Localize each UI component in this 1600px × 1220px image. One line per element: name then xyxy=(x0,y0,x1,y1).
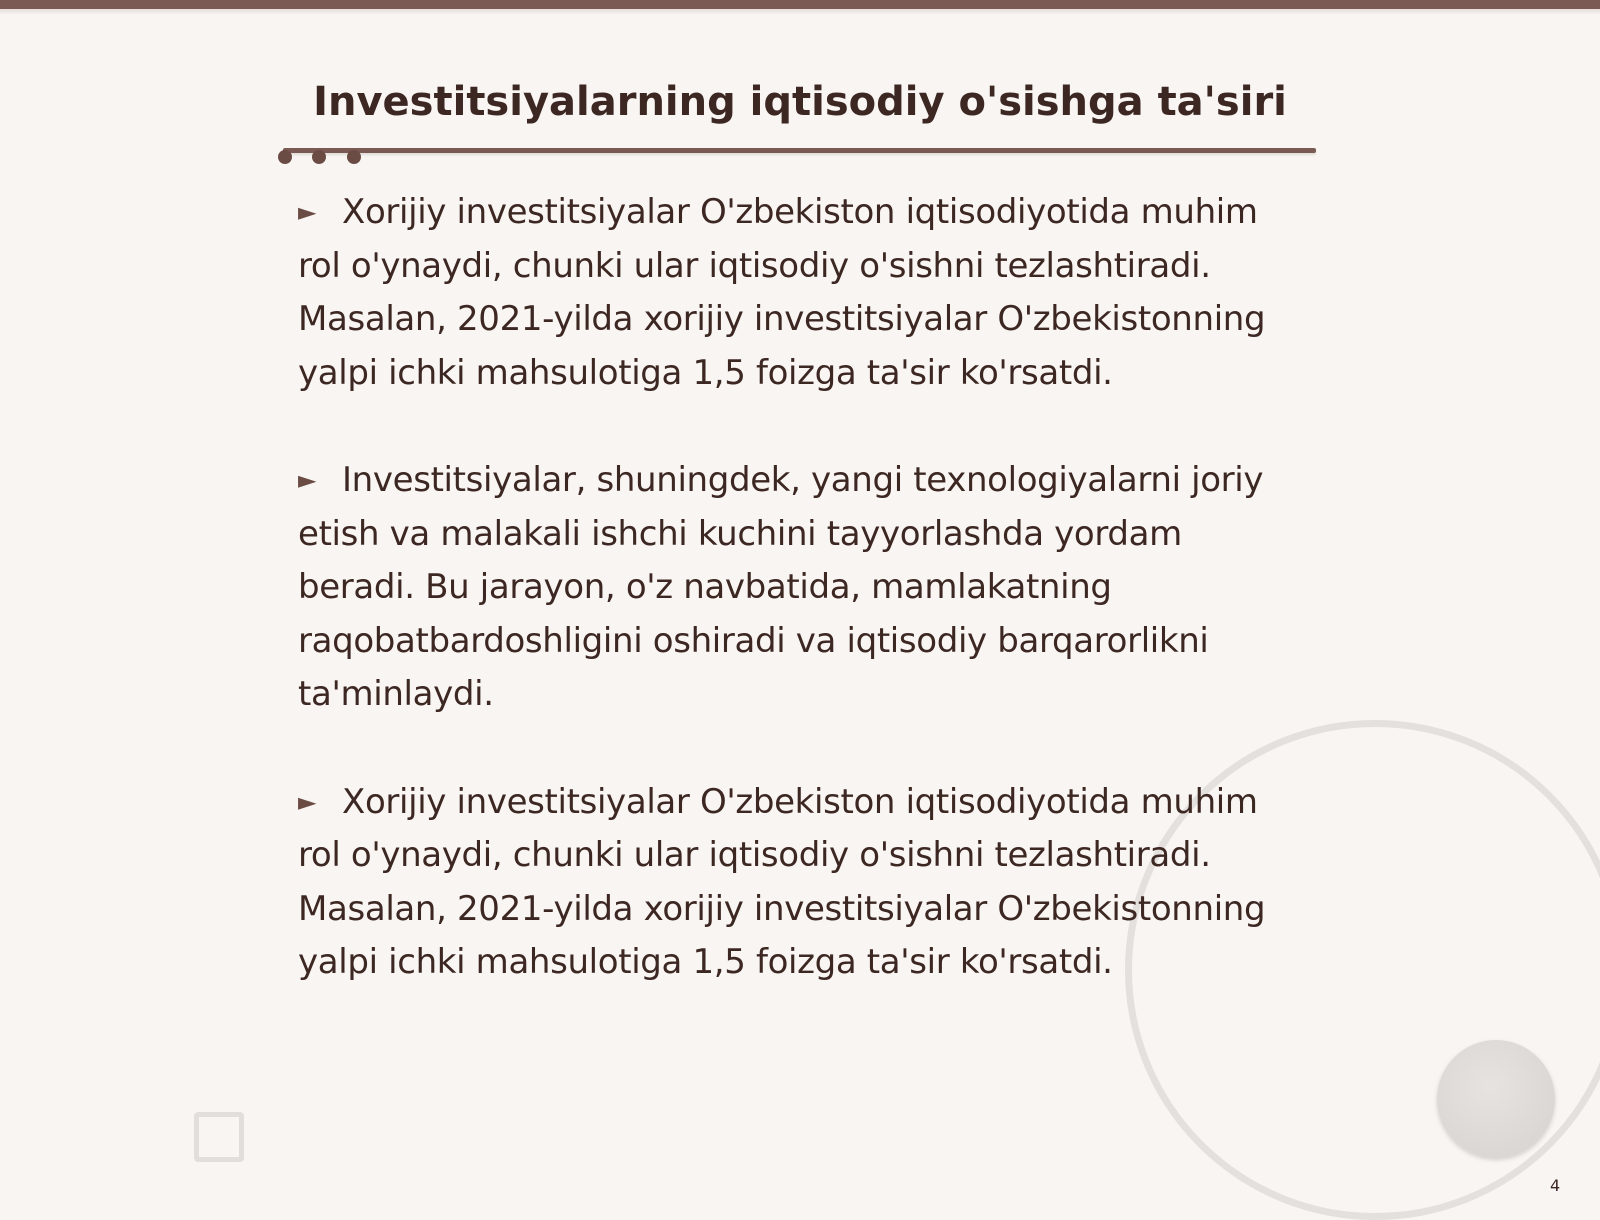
triangle-bullet-icon: ► xyxy=(298,466,317,494)
paragraph-text: Investitsiyalar, shuningdek, yangi texnologiyalarni joriy etish va malakali ishchi kuchini tayyorlashda yordam beradi. Bu jarayon, o'z navbatida, mamlakatning raqobatbardoshligini oshiradi va iqtisodiy barqarorlikni ta'minlaydi. xyxy=(298,460,1264,714)
decorative-square xyxy=(194,1112,244,1162)
bullet-paragraph xyxy=(298,776,1308,990)
decorative-dot xyxy=(347,150,361,164)
top-accent-bar xyxy=(0,0,1600,9)
paragraph-text: Xorijiy investitsiyalar O'zbekiston iqtisodiyotida muhim rol o'ynaydi, chunki ular iqtisodiy o'sishni tezlashtiradi. Masalan, 2021-yilda xorijiy investitsiyalar O'zbekistonning yalpi ichki mahsulotiga 1,5 foizga ta'sir ko'rsatdi. xyxy=(298,192,1266,393)
paragraph-text: Xorijiy investitsiyalar O'zbekiston iqtisodiyotida muhim rol o'ynaydi, chunki ular iqtisodiy o'sishni tezlashtiradi. Masalan, 2021-yilda xorijiy investitsiyalar O'zbekistonning yalpi ichki mahsulotiga 1,5 foizga ta'sir ko'rsatdi. xyxy=(298,781,1266,982)
slide-number: 4 xyxy=(1550,1176,1561,1195)
decorative-dot xyxy=(312,150,326,164)
triangle-bullet-icon: ► xyxy=(298,198,317,226)
decorative-dot xyxy=(278,150,292,164)
top-bar-shadow xyxy=(0,9,1600,15)
decorative-disc xyxy=(1437,1040,1555,1158)
bullet-paragraph xyxy=(298,186,1308,400)
bullet-paragraph xyxy=(298,454,1308,722)
bullet-list xyxy=(298,186,1308,1044)
triangle-bullet-icon: ► xyxy=(298,787,317,816)
slide-title: Investitsiyalarning iqtisodiy o'sishga ta'siri xyxy=(313,79,1287,125)
title-underline xyxy=(283,148,1316,153)
